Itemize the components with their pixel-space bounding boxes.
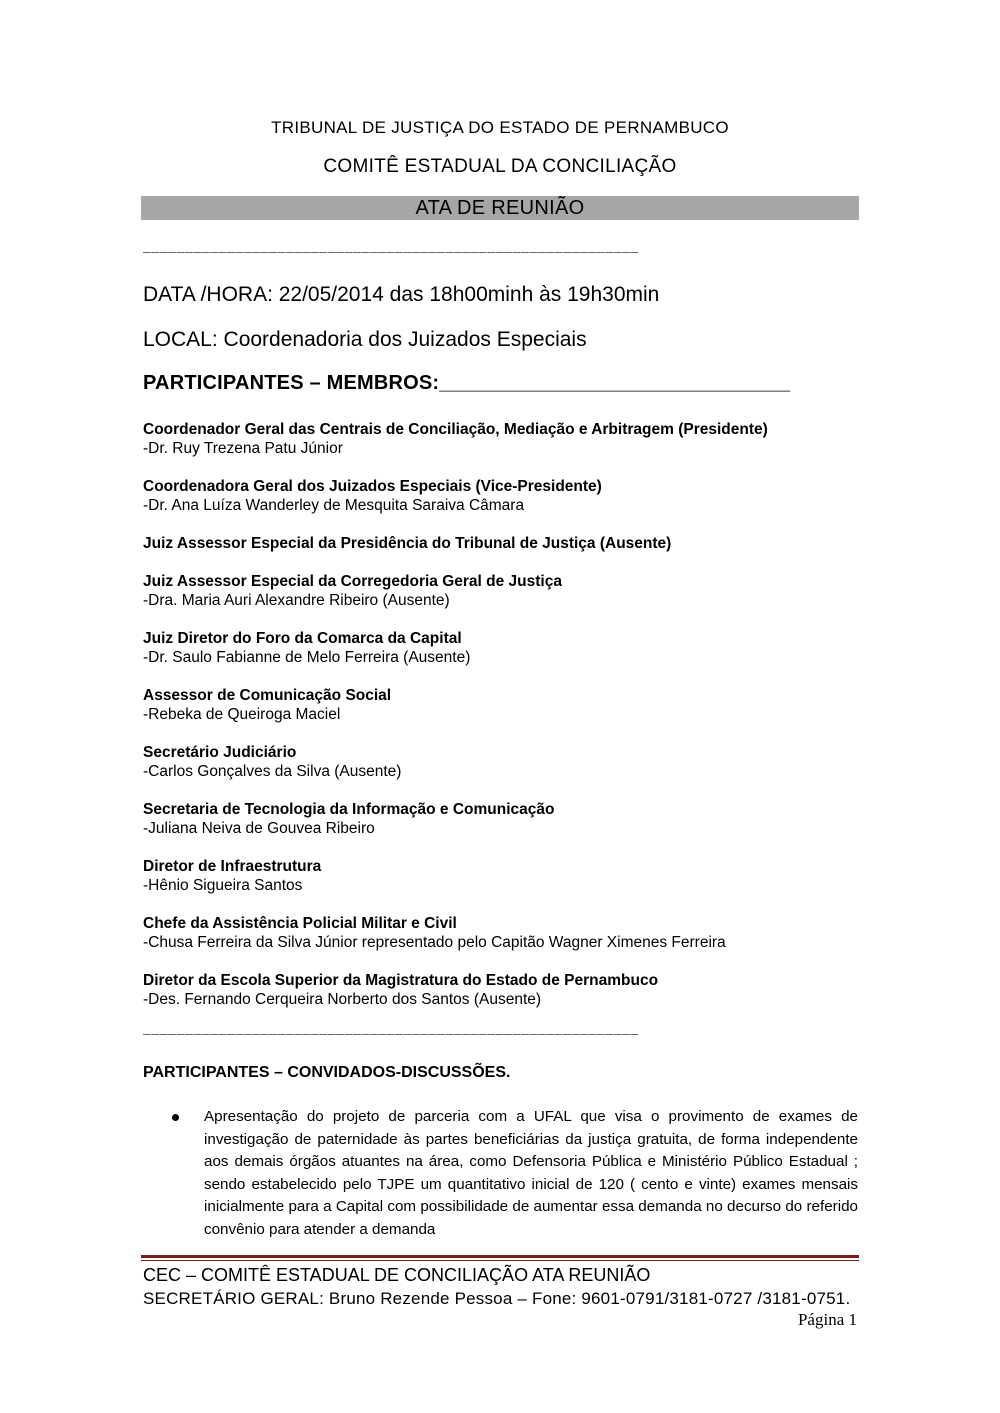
footer-secretario: SECRETÁRIO GERAL: Bruno Rezende Pessoa – Fone: 9601-0791/3181-0727 /3181-0751. (143, 1289, 851, 1308)
data-hora-line: DATA /HORA: 22/05/2014 das 18h00minh às 19h30min (143, 283, 660, 306)
tribunal-heading: TRIBUNAL DE JUSTIÇA DO ESTADO DE PERNAMBUCO (271, 118, 729, 137)
member-item (143, 572, 863, 610)
footer-title: CEC – COMITÊ ESTADUAL DE CONCILIAÇÃO ATA REUNIÃO (143, 1265, 651, 1285)
member-role: Diretor de Infraestrutura (143, 858, 322, 875)
member-person: -Chusa Ferreira da Silva Júnior representado pelo Capitão Wagner Ximenes Ferreira (143, 934, 726, 951)
member-person: -Dra. Maria Auri Alexandre Ribeiro (Ausente) (143, 592, 450, 609)
member-role: Secretário Judiciário (143, 744, 297, 761)
member-person: -Hênio Sigueira Santos (143, 877, 303, 894)
member-item (143, 971, 863, 1009)
bullet-icon (172, 1114, 179, 1121)
divider-line-bottom: ___________________________________________________________ (143, 1022, 639, 1037)
ata-title-bar: ATA DE REUNIÃO (141, 196, 859, 220)
member-role: Juiz Assessor Especial da Corregedoria Geral de Justiça (143, 573, 562, 590)
member-role: Assessor de Comunicação Social (143, 687, 392, 704)
member-role: Chefe da Assistência Policial Militar e Civil (143, 915, 457, 932)
member-item (143, 420, 863, 458)
member-person: -Rebeka de Queiroga Maciel (143, 706, 341, 723)
member-person: -Dr. Saulo Fabianne de Melo Ferreira (Ausente) (143, 649, 471, 666)
member-item (143, 800, 863, 838)
member-role: Diretor da Escola Superior da Magistratura do Estado de Pernambuco (143, 972, 659, 989)
member-role: Secretaria de Tecnologia da Informação e Comunicação (143, 801, 555, 818)
member-item (143, 914, 863, 952)
member-person: -Des. Fernando Cerqueira Norberto dos Santos (Ausente) (143, 991, 542, 1008)
page-number: Página 1 (797, 1310, 857, 1329)
member-role: Juiz Assessor Especial da Presidência do Tribunal de Justiça (Ausente) (143, 535, 672, 552)
discussion-bullet (172, 1106, 858, 1240)
footer-rule-thin (141, 1260, 859, 1261)
member-item (143, 477, 863, 515)
member-item (143, 534, 863, 553)
member-person: -Juliana Neiva de Gouvea Ribeiro (143, 820, 375, 837)
members-list (143, 420, 863, 1028)
member-role: Coordenadora Geral dos Juizados Especiais (Vice-Presidente) (143, 478, 602, 495)
member-item (143, 686, 863, 724)
bullet-text: Apresentação do projeto de parceria com a UFAL que visa o provimento de exames de investigação de paternidade às partes beneficiárias da justiça gratuita, de forma independente aos demais órgãos atuantes na área, como Defensoria Pública e Ministério Público Estadual ; sendo estabelecido pelo TJPE um quantitativo inicial de 120 ( cento e vinte) exames mensais inicialmente para a Capital com possibilidade de aumentar essa demanda no decurso do referido convênio para atender a demanda (204, 1108, 858, 1238)
member-role: Juiz Diretor do Foro da Comarca da Capital (143, 630, 462, 647)
participantes-membros-heading: PARTICIPANTES – MEMBROS:_______________________________ (143, 372, 791, 394)
member-item (143, 629, 863, 667)
member-item (143, 743, 863, 781)
participantes-convidados-heading: PARTICIPANTES – CONVIDADOS-DISCUSSÕES. (143, 1064, 511, 1081)
divider-line-top: ___________________________________________________________ (143, 240, 639, 255)
member-person: -Dr. Ana Luíza Wanderley de Mesquita Saraiva Câmara (143, 497, 525, 514)
member-person: -Dr. Ruy Trezena Patu Júnior (143, 440, 343, 457)
member-person: -Carlos Gonçalves da Silva (Ausente) (143, 763, 402, 780)
local-line: LOCAL: Coordenadoria dos Juizados Especiais (143, 328, 587, 351)
member-role: Coordenador Geral das Centrais de Conciliação, Mediação e Arbitragem (Presidente) (143, 421, 768, 438)
comite-heading: COMITÊ ESTADUAL DA CONCILIAÇÃO (323, 156, 677, 177)
footer-rule-thick (141, 1255, 859, 1258)
member-item (143, 857, 863, 895)
